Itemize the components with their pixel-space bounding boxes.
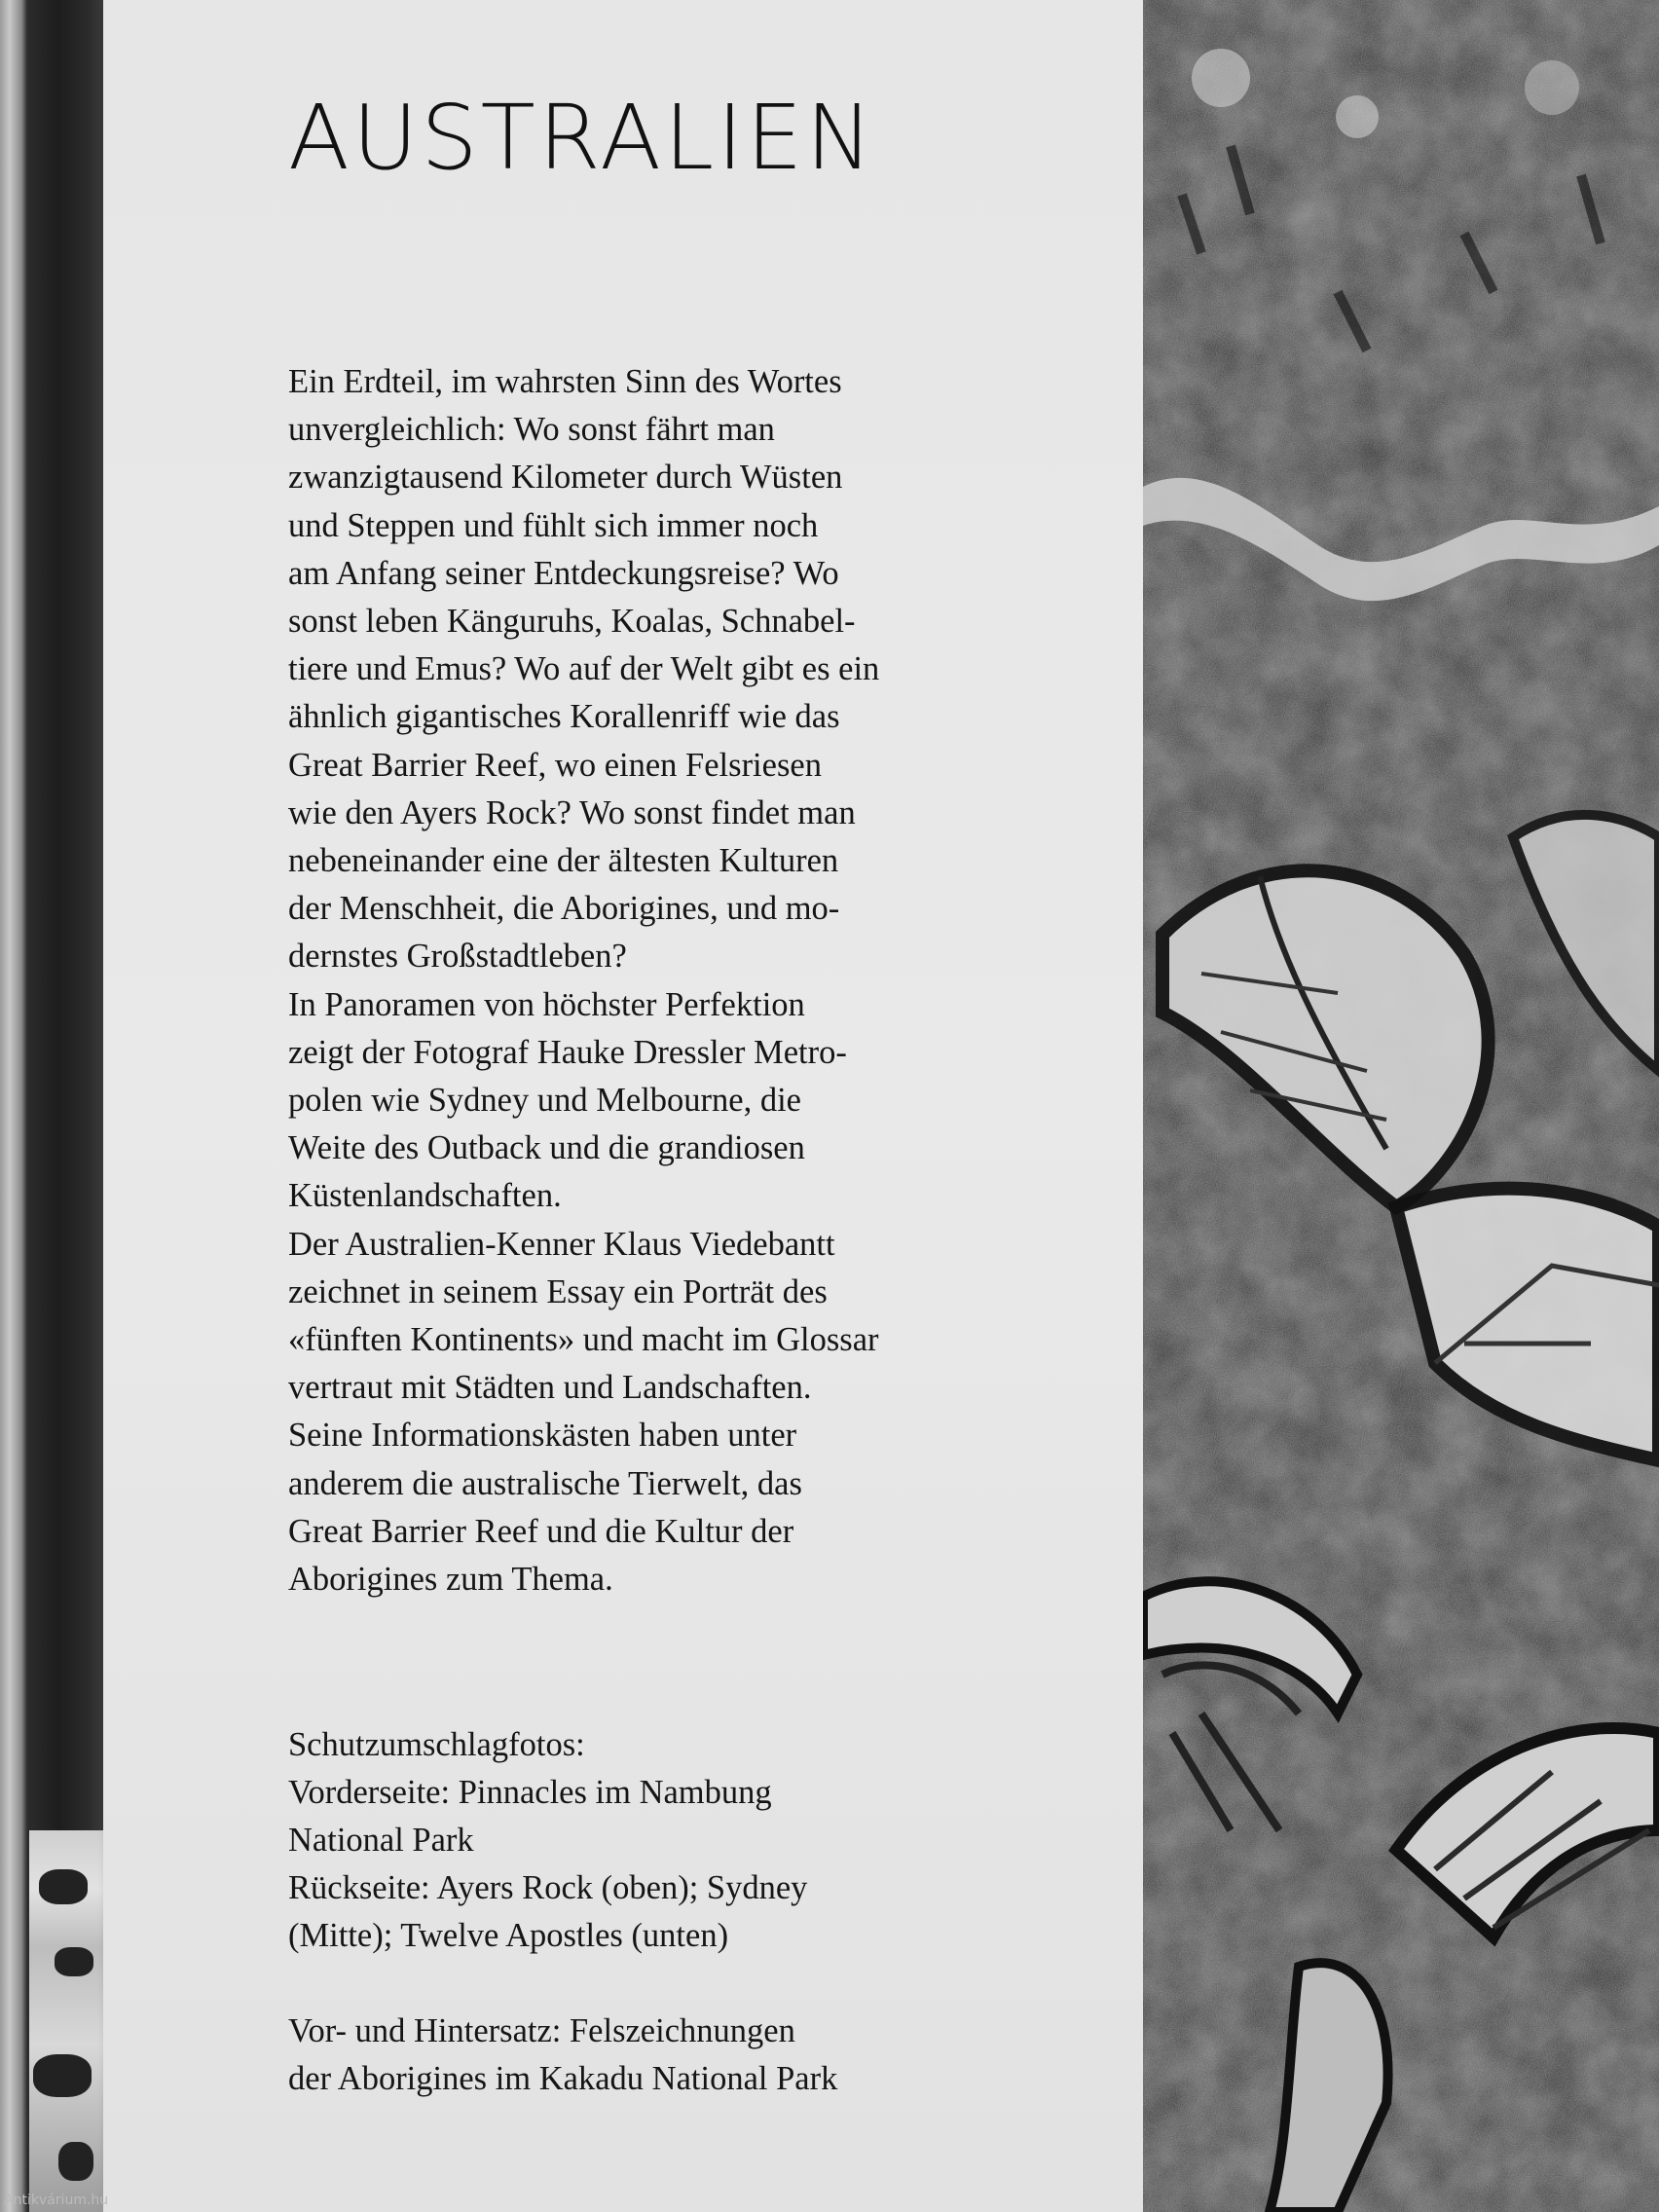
credits-front-cover: Vorderseite: Pinnacles im Nambung [288,1774,772,1811]
description-line: zwanzigtausend Kilometer durch Wüsten [288,459,843,497]
description-line: Ein Erdteil, im wahrsten Sinn des Wortes [288,363,842,400]
credits-front-cover: National Park [288,1822,474,1859]
description-line: Great Barrier Reef und die Kultur der [288,1512,794,1550]
credits-endpapers: der Aborigines im Kakadu National Park [288,2060,838,2097]
description-line: In Panoramen von höchster Perfektion [288,985,805,1023]
description-line: sonst leben Känguruhs, Koalas, Schnabel- [288,603,856,641]
description-line: Der Australien-Kenner Klaus Viedebantt [288,1225,835,1263]
description-line: Seine Informationskästen haben unter [288,1417,797,1455]
text-column [103,0,1143,2212]
description-line: der Menschheit, die Aborigines, und mo- [288,890,840,928]
credits-endpapers: Vor- und Hintersatz: Felszeichnungen [288,2012,795,2049]
photo-credits [288,1721,1067,2103]
description-line: am Anfang seiner Entdeckungsreise? Wo [288,554,839,592]
book-spine-lower-photo [29,1830,103,2212]
description-line: Küstenlandschaften. [288,1177,562,1215]
rock-art-photo [1143,0,1659,2212]
page-title: AUSTRALIEN [288,86,876,190]
description-line: polen wie Sydney und Melbourne, die [288,1082,801,1120]
description-line: vertraut mit Städten und Landschaften. [288,1369,812,1407]
description-line: dernstes Großstadtleben? [288,938,627,976]
description-line: wie den Ayers Rock? Wo sonst findet man [288,793,856,831]
description-line: Aborigines zum Thema. [288,1561,613,1599]
description-line: tiere und Emus? Wo auf der Welt gibt es ein [288,650,880,688]
description-line: und Steppen und fühlt sich immer noch [288,506,819,544]
description-line: zeigt der Fotograf Hauke Dressler Metro- [288,1033,847,1071]
credits-back-cover: Rückseite: Ayers Rock (oben); Sydney [288,1869,808,1906]
watermark: Antikvárium.hu [4,2193,109,2208]
credits-heading: Schutzumschlagfotos: [288,1726,585,1763]
description-line: unvergleichlich: Wo sonst fährt man [288,411,775,449]
description-line: zeichnet in seinem Essay ein Porträt des [288,1272,828,1310]
description-line: Great Barrier Reef, wo einen Felsriesen [288,746,822,784]
description-text [288,358,1053,1604]
credits-back-cover: (Mitte); Twelve Apostles (unten) [288,1917,729,1954]
description-line: Weite des Outback und die grandiosen [288,1129,805,1167]
description-line: «fünften Kontinents» und macht im Glossar [288,1321,879,1359]
description-line: anderem die australische Tierwelt, das [288,1464,802,1502]
description-line: nebeneinander eine der ältesten Kulturen [288,842,839,880]
description-line: ähnlich gigantisches Korallenriff wie das [288,698,840,736]
